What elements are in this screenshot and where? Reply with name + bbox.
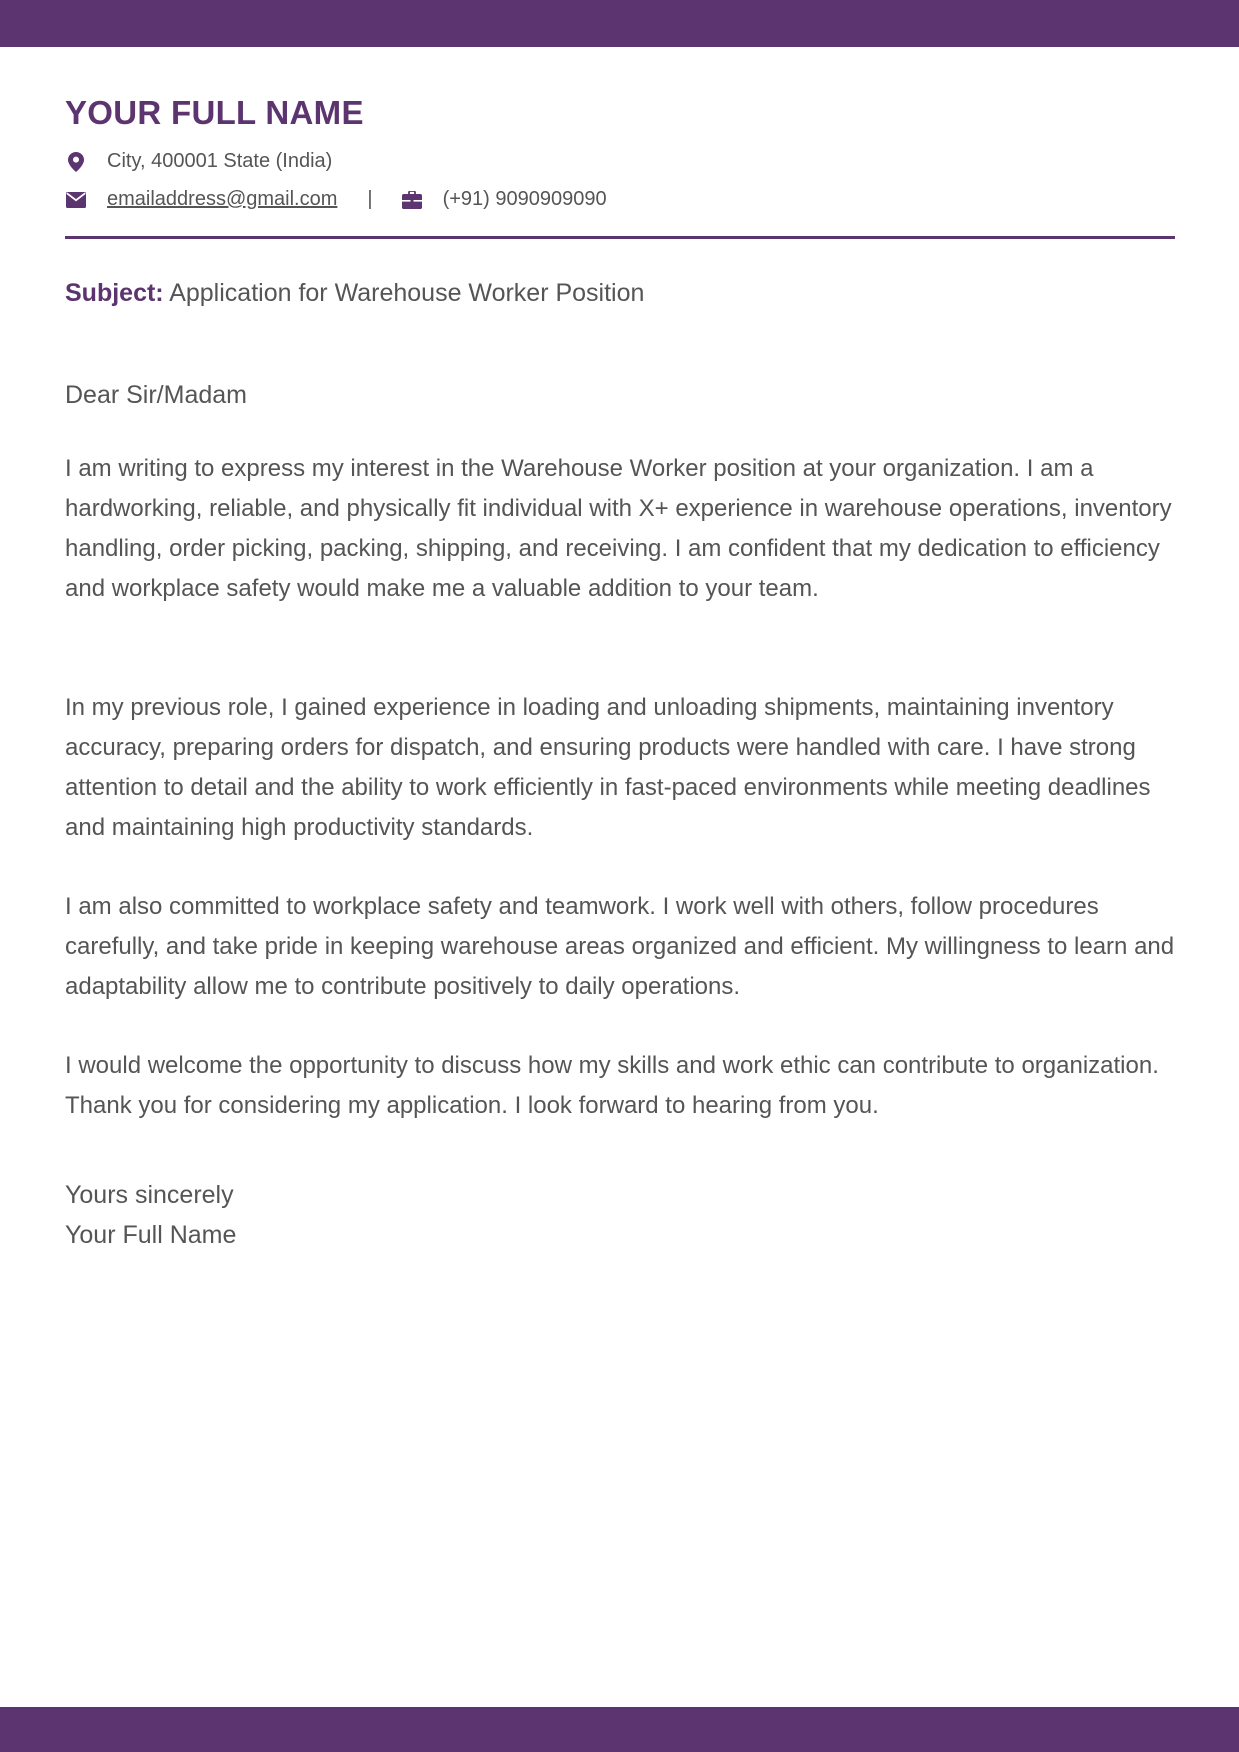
header-divider: [65, 236, 1175, 239]
location-text: City, 400001 State (India): [107, 150, 333, 172]
signature-name: Your Full Name: [65, 1221, 237, 1249]
email-link[interactable]: emailaddress@gmail.com: [107, 188, 338, 210]
bottom-color-band: [0, 1707, 1239, 1752]
body-paragraph-1: I am writing to express my interest in the Warehouse Worker position at your organization. I am a hardworking, reliable, and physically fit individual with X+ experience in warehouse operations, inventory handling, order picking, packing, shipping, and receiving. I am confident that my dedication to efficiency and workplace safety would make me a valuable addition to your team.: [65, 455, 1172, 602]
briefcase-icon: [401, 189, 423, 211]
body-paragraph-2: In my previous role, I gained experience in loading and unloading shipments, maintaining inventory accuracy, preparing orders for dispatch, and ensuring products were handled with care. I have strong attention to detail and the ability to work efficiently in fast-paced environments while meeting deadlines and maintaining high productivity standards.: [65, 694, 1151, 841]
map-marker-icon: [65, 151, 87, 173]
applicant-name: YOUR FULL NAME: [65, 94, 364, 131]
phone-text: (+91) 9090909090: [442, 188, 607, 210]
subject-label: Subject:: [65, 279, 164, 307]
subject-line: [65, 279, 644, 308]
contact-row: [65, 188, 607, 211]
contact-separator: |: [367, 188, 373, 210]
closing-line: Yours sincerely: [65, 1181, 234, 1209]
subject-text: Application for Warehouse Worker Position: [169, 279, 645, 307]
body-paragraph-4: I would welcome the opportunity to discuss how my skills and work ethic can contribute to organization. Thank you for considering my application. I look forward to hearing from you.: [65, 1052, 1159, 1119]
body-paragraph-3: I am also committed to workplace safety and teamwork. I work well with others, follow procedures carefully, and take pride in keeping warehouse areas organized and efficient. My willingness to learn and adaptability allow me to contribute positively to daily operations.: [65, 893, 1175, 1000]
closing-block: [65, 1175, 236, 1255]
location-row: [65, 150, 332, 173]
envelope-icon: [65, 189, 87, 211]
top-color-band: [0, 0, 1239, 47]
salutation: Dear Sir/Madam: [65, 381, 247, 409]
